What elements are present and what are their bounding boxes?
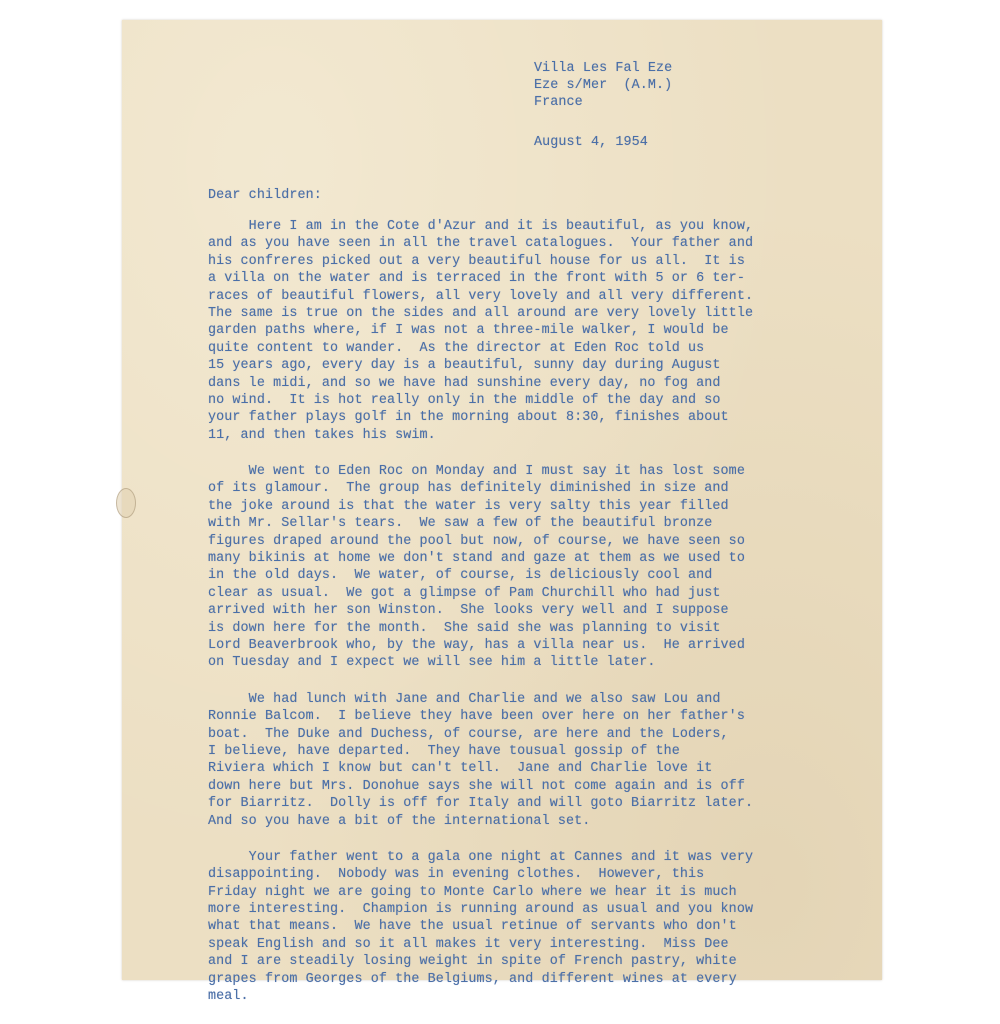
text-line: boat. The Duke and Duchess, of course, are here and the Loders, — [208, 726, 729, 742]
text-line: Riviera which I know but can't tell. Jane and Charlie love it — [208, 761, 713, 777]
text-line: a villa on the water and is terraced in the front with 5 or 6 ter- — [208, 271, 745, 287]
text-line: And so you have a bit of the international set. — [208, 813, 591, 829]
text-line: and I are steadily losing weight in spite of French pastry, white — [208, 954, 737, 970]
text-line: is down here for the month. She said she was planning to visit — [208, 620, 721, 636]
text-line: quite content to wander. As the director at Eden Roc told us — [208, 340, 705, 356]
text-line: in the old days. We water, of course, is deliciously cool and — [208, 568, 713, 584]
letter-body — [208, 218, 848, 1024]
text-line: more interesting. Champion is running around as usual and you know — [208, 902, 754, 918]
text-line: his confreres picked out a very beautiful house for us all. It is — [208, 253, 745, 269]
text-line: 15 years ago, every day is a beautiful, sunny day during August — [208, 358, 721, 374]
text-line: of its glamour. The group has definitely diminished in size and — [208, 481, 729, 497]
text-line: I believe, have departed. They have tousual gossip of the — [208, 743, 680, 759]
text-line: garden paths where, if I was not a three-mile walker, I would be — [208, 323, 729, 339]
address-line-2: Eze s/Mer (A.M.) — [534, 78, 673, 93]
text-line: your father plays golf in the morning about 8:30, finishes about — [208, 410, 729, 426]
text-line: what that means. We have the usual retinue of servants who don't — [208, 919, 737, 935]
paragraph — [208, 463, 848, 672]
text-line: clear as usual. We got a glimpse of Pam Churchill who had just — [208, 585, 721, 601]
text-line: with Mr. Sellar's tears. We saw a few of the beautiful bronze — [208, 516, 713, 532]
text-line: for Biarritz. Dolly is off for Italy and will goto Biarritz later. — [208, 796, 754, 812]
text-line: Here I am in the Cote d'Azur and it is beautiful, as you know, — [208, 219, 754, 234]
text-line: We went to Eden Roc on Monday and I must say it has lost some — [208, 464, 745, 480]
text-line: no wind. It is hot really only in the middle of the day and so — [208, 392, 721, 408]
text-line: Friday night we are going to Monte Carlo where we hear it is much — [208, 884, 737, 900]
text-line: meal. — [208, 989, 249, 1005]
letter-date: August 4, 1954 — [534, 135, 648, 150]
text-line: figures draped around the pool but now, of course, we have seen so — [208, 533, 745, 549]
text-line: Your father went to a gala one night at Cannes and it was very — [208, 849, 754, 865]
text-line: 11, and then takes his swim. — [208, 427, 436, 443]
paragraph — [208, 218, 848, 444]
text-line: arrived with her son Winston. She looks very well and I suppose — [208, 603, 729, 619]
address-line-3: France — [534, 95, 583, 110]
text-line: dans le midi, and so we have had sunshine every day, no fog and — [208, 375, 721, 391]
text-line: races of beautiful flowers, all very lovely and all very different. — [208, 288, 754, 304]
paragraph — [208, 849, 848, 1006]
text-line: and as you have seen in all the travel catalogues. Your father and — [208, 236, 754, 252]
salutation: Dear children: — [208, 188, 322, 203]
text-line: We had lunch with Jane and Charlie and we also saw Lou and — [208, 691, 721, 707]
address-block — [534, 60, 672, 111]
punch-hole — [116, 488, 136, 518]
text-line: the joke around is that the water is very salty this year filled — [208, 498, 729, 514]
text-line: The same is true on the sides and all around are very lovely little — [208, 305, 754, 321]
text-line: on Tuesday and I expect we will see him a little later. — [208, 655, 656, 671]
letter-sheet — [122, 20, 882, 1005]
text-line: Lord Beaverbrook who, by the way, has a villa near us. He arrived — [208, 637, 745, 653]
text-line: down here but Mrs. Donohue says she will not come again and is off — [208, 778, 745, 794]
text-line: many bikinis at home we don't stand and gaze at them as we used to — [208, 551, 745, 567]
text-line: grapes from Georges of the Belgiums, and different wines at every — [208, 971, 737, 987]
text-line: disappointing. Nobody was in evening clothes. However, this — [208, 867, 705, 883]
text-line: speak English and so it all makes it very interesting. Miss Dee — [208, 936, 729, 952]
text-line: Ronnie Balcom. I believe they have been over here on her father's — [208, 709, 745, 725]
address-line-1: Villa Les Fal Eze — [534, 61, 673, 76]
paragraph — [208, 691, 848, 830]
